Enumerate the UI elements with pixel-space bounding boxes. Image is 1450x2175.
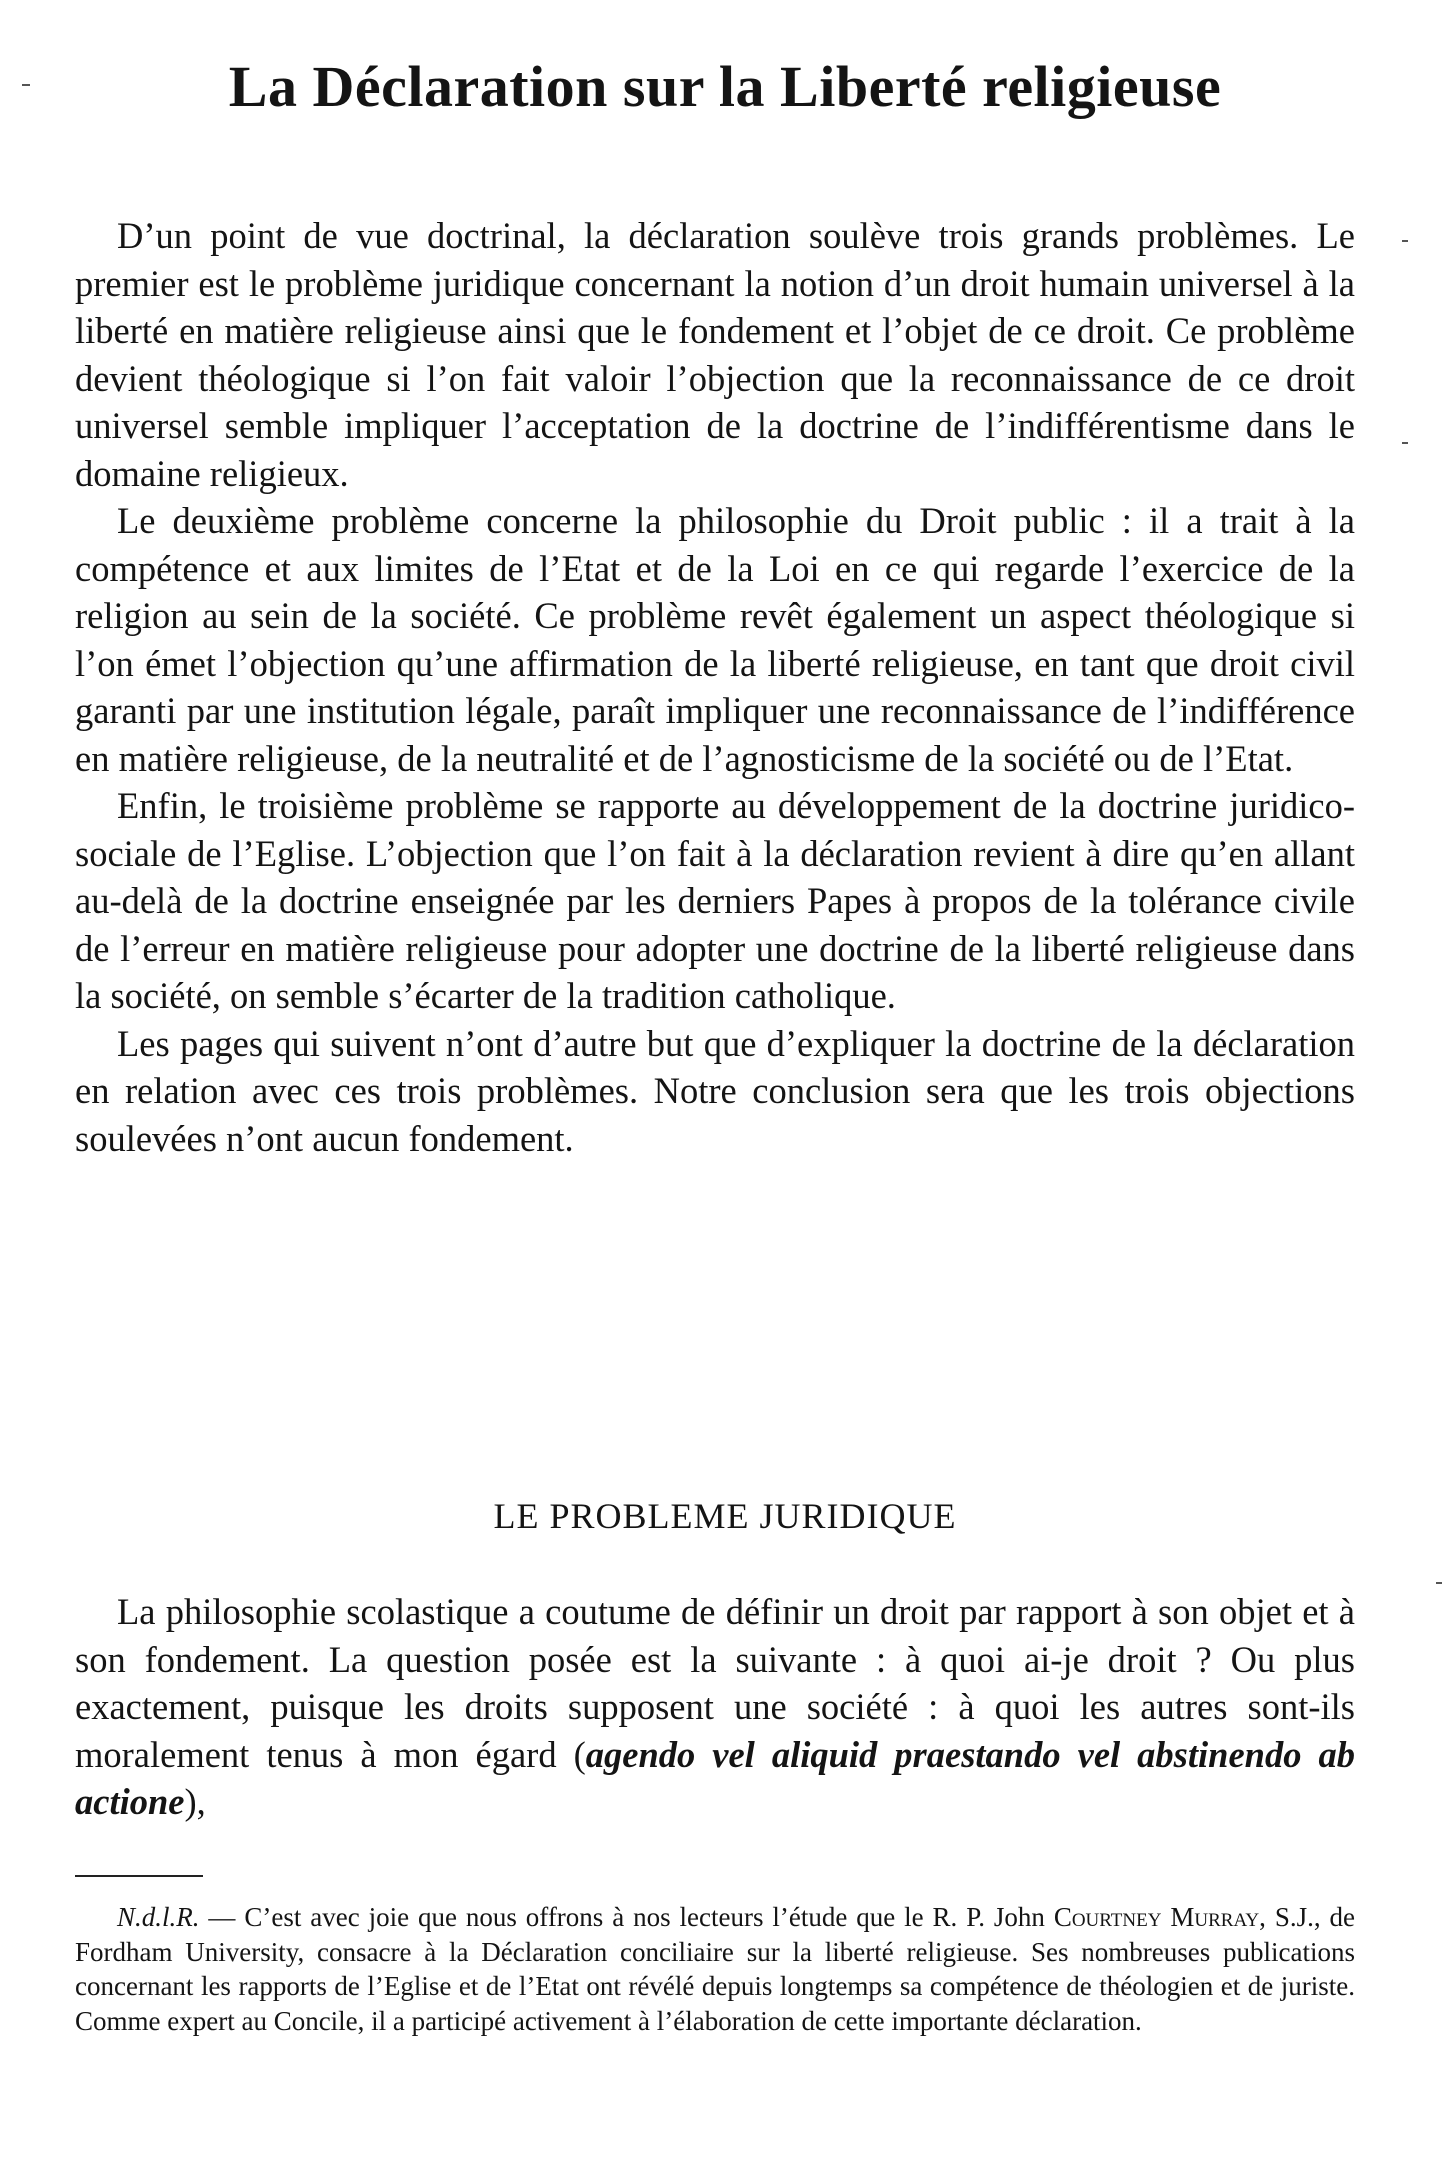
margin-mark-right-3 — [1436, 1582, 1442, 1584]
margin-mark-right-2 — [1402, 442, 1408, 444]
footnote-author: Courtney Murray — [1053, 1902, 1260, 1932]
paragraph-4: Les pages qui suivent n’ont d’autre but que d’expliquer la doctrine de la déclaration en relation avec ces trois problèmes. Notre conclusion sera que les trois objections soulevées n’ont aucun fondement. — [75, 1022, 1355, 1159]
footnote-text-after: , S.J., de Fordham University, consacre à la Déclaration conciliaire sur la liberté religieuse. Ses nombreuses publications concernant les rapports de l’Eglise et de l’Etat ont révélé depuis longtemps sa compétence de théologien et de juriste. Comme expert au Concile, il a participé activement à l’élaboration de cette importante déclaration. — [75, 1902, 1355, 2036]
latin-phrase: agendo vel aliquid praestando vel abstinendo ab actione — [75, 1733, 1355, 1822]
section-paragraph — [75, 1588, 1355, 1826]
footnote-label: N.d.l.R. — [117, 1902, 200, 1932]
footnote-rule — [75, 1875, 203, 1877]
footnote — [75, 1900, 1355, 2038]
footnote-text-before: — C’est avec joie que nous offrons à nos lecteurs l’étude que le R. P. John — [199, 1902, 1054, 1932]
intro-section — [75, 212, 1355, 1162]
section-body — [75, 1588, 1355, 1826]
section-heading: LE PROBLEME JURIDIQUE — [493, 1496, 957, 1536]
section-paragraph-text: La philosophie scolastique a coutume de définir un droit par rapport à son objet et à son fondement. La question posée est la suivante : à quoi ai-je droit ? Ou plus exactement, puisque les droits supposent une société : à quoi les autres sont-ils moralement tenus à mon égard ( — [75, 1591, 1355, 1775]
section-paragraph-tail: ), — [184, 1781, 206, 1822]
paragraph-3: Enfin, le troisième problème se rapporte au développement de la doctrine juridico-sociale de l’Eglise. L’objection que l’on fait à la déclaration revient à dire qu’en allant au-delà de la doctrine enseignée par les derniers Papes à propos de la tolérance civile de l’erreur en matière religieuse pour adopter une doctrine de la liberté religieuse dans la société, on semble s’écarter de la tradition catholique. — [75, 785, 1355, 1016]
paragraph-2: Le deuxième problème concerne la philosophie du Droit public : il a trait à la compétence et aux limites de l’Etat et de la Loi en ce qui regarde l’exercice de la religion au sein de la société. Ce problème revêt également un aspect théologique si l’on émet l’objection qu’une affirmation de la liberté religieuse, en tant que droit civil garanti par une institution légale, paraît impliquer une reconnaissance de l’indifférence en matière religieuse, de la neutralité et de l’agnosticisme de la société ou de l’Etat. — [75, 500, 1355, 779]
article-title: La Déclaration sur la Liberté religieuse — [228, 54, 1222, 119]
margin-mark-right-1 — [1402, 240, 1408, 242]
paragraph-1: D’un point de vue doctrinal, la déclaration soulève trois grands problèmes. Le premier est le problème juridique concernant la notion d’un droit humain universel à la liberté en matière religieuse ainsi que le fondement et l’objet de ce droit. Ce problème devient théologique si l’on fait valoir l’objection que la reconnaissance de ce droit universel semble impliquer l’acceptation de la doctrine de l’indifférentisme dans le domaine religieux. — [75, 215, 1355, 494]
